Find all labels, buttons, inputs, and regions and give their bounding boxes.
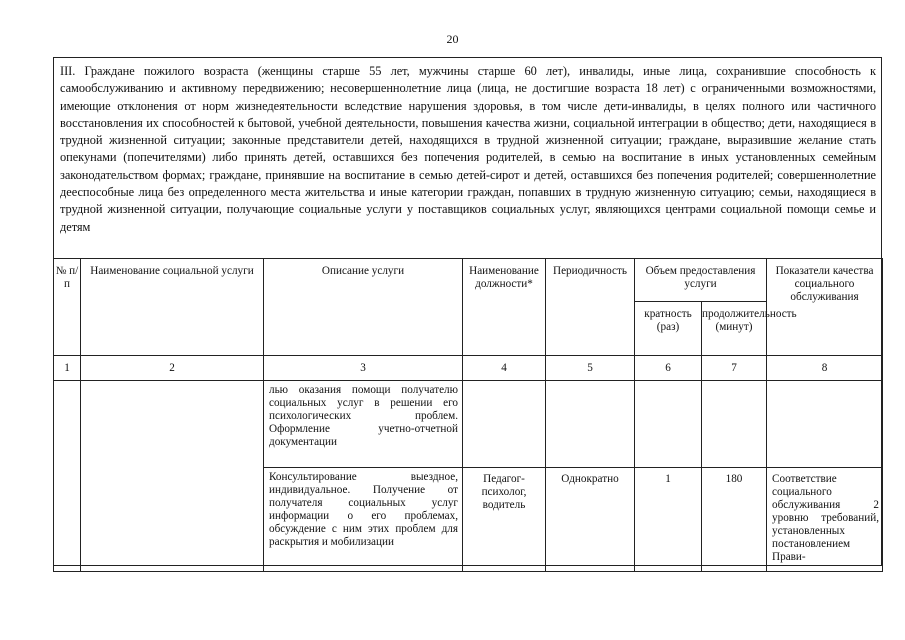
column-number: 4 [463,356,546,381]
column-number: 6 [635,356,702,381]
header-frequency: кратность (раз) [635,302,702,356]
column-number: 7 [702,356,767,381]
frequency-cell [635,381,702,468]
periodicity-cell: Однократно [546,468,635,572]
description-cell: лью оказания помощи получателю социальных услуг в решении его психологических проблем. Оформление учетно-отчетной документации [264,381,463,468]
quality-cell [767,468,883,572]
page-number: 20 [446,32,459,46]
services-table [53,258,883,572]
duration-cell: 180 [702,468,767,572]
column-number: 8 [767,356,883,381]
position-cell: Педагог-психолог, водитель [463,468,546,572]
column-number-row [54,356,883,381]
header-periodicity: Периодичность [546,259,635,356]
column-number: 5 [546,356,635,381]
periodicity-cell [546,381,635,468]
service-name-cell [81,381,264,572]
header-volume: Объем предоставления услуги [635,259,767,302]
header-description: Описание услуги [264,259,463,356]
num-cell [54,381,81,572]
quality-cell [767,381,883,468]
header-quality: Показатели качества социального обслуживания [767,259,883,356]
position-cell [463,381,546,468]
column-number: 3 [264,356,463,381]
header-service-name: Наименование социальной услуги [81,259,264,356]
recipient-categories-paragraph: III. Граждане пожилого возраста (женщины старше 55 лет, мужчины старше 60 лет), инвалиды, иные лица, сохранившие способность к самообслуживанию и активному передвижению; несовершеннолетние лица (лица, не достигшие возраста 18 лет) с ограниченными возможностями, имеющие отклонения от норм жизнедеятельности вследствие нарушения здоровья, в том числе дети-инвалиды, в целях полного или частичного восстановления их способностей к бытовой, учебной деятельности, повышения качества жизни, социальной интеграции в общество; дети, находящиеся в трудной жизненной ситуации; законные представители детей, находящихся в трудной жизненной ситуации; граждане, выразившие желание стать опекунами (попечителями) либо принять детей, оставшихся без попечения родителей, в семью на воспитание в иных установленных семейным законодательством формах; граждане, принявшие на воспитание в семью детей-сирот и детей, оставшихся без попечения родителей; совершеннолетние дееспособные лица без определенного места жительства и иные категории граждан, попавших в трудную жизненную ситуацию; семьи, находящиеся в трудной жизненной ситуации, получающие социальные услуги у поставщиков социальных услуг, являющихся центрами социальной помощи семье и детям [60,64,876,234]
frequency-cell: 1 [635,468,702,572]
column-number: 1 [54,356,81,381]
duration-cell [702,381,767,468]
description-text: Консультирование выездное, индивидуальное. Получение от получателя социальных услуг информации о его проблемах, обсуждение с ним этих проблем для раскрытия и мобилизации [269,471,458,548]
description-cell [264,468,463,572]
header-position: Наименование должности* [463,259,546,356]
table-row [54,381,883,468]
header-duration: продолжительность (минут) [702,302,767,356]
header-num: № п/п [54,259,81,356]
column-number: 2 [81,356,264,381]
quality-text: Соответствие социального обслуживания 2 уровню требований, установленных постановлением Прави- [772,473,880,563]
